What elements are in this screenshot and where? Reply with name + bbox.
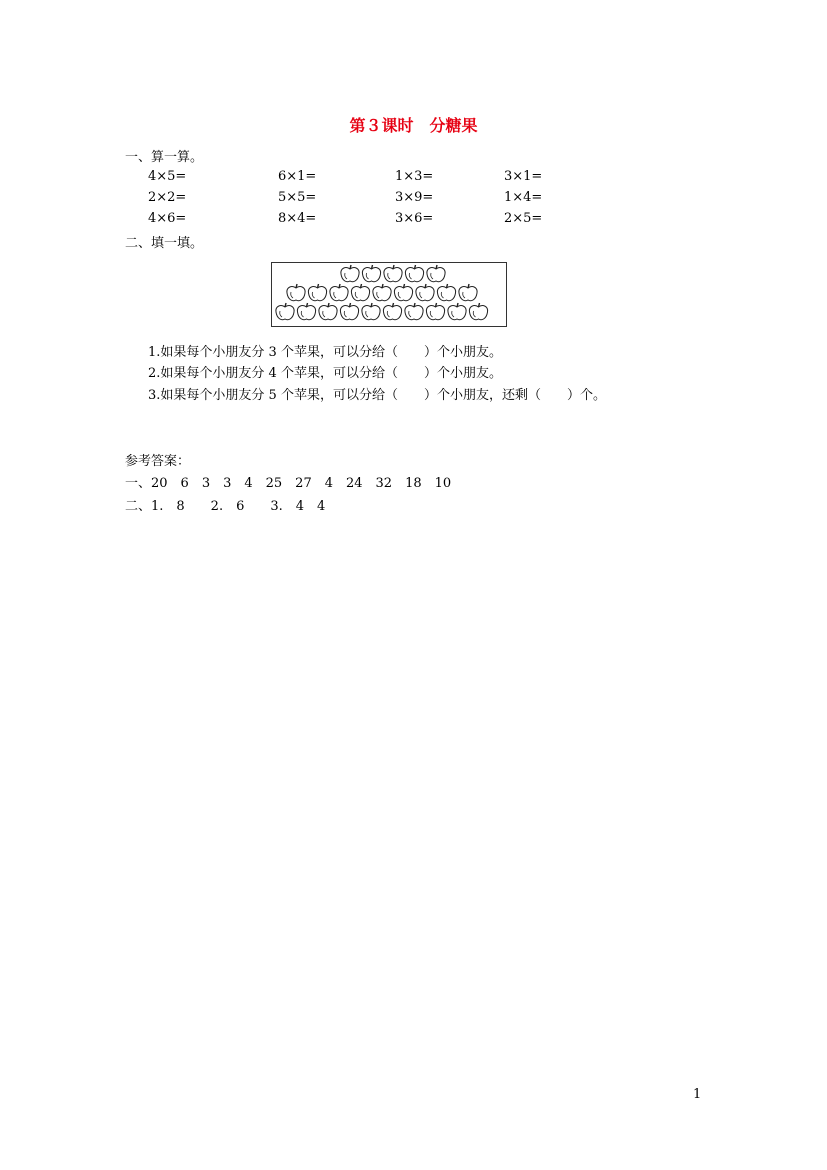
exercise-item: 4×5= — [148, 169, 187, 184]
answers-line-1: 一、20 6 3 3 4 25 27 4 24 32 18 10 — [125, 476, 452, 491]
section2-heading: 二、填一填。 — [125, 236, 204, 251]
page-title: 第３课时 分糖果 — [349, 116, 478, 135]
apple-illustration — [271, 262, 507, 327]
apple-icon — [362, 265, 380, 282]
apple-icon — [373, 284, 391, 301]
apple-icon — [362, 303, 380, 320]
apple-icon — [297, 303, 315, 320]
exercise-item: 3×9= — [395, 190, 434, 205]
answers-line-2: 二、1. 8 2. 6 3. 4 4 — [125, 499, 326, 514]
apple-icon — [384, 265, 402, 282]
answers-heading: 参考答案： — [125, 454, 191, 469]
apple-icon — [308, 284, 326, 301]
question-3: 3.如果每个小朋友分 5 个苹果，可以分给（ ）个小朋友，还剩（ ）个。 — [148, 388, 606, 403]
apple-icon — [330, 284, 348, 301]
exercise-item: 1×4= — [504, 190, 543, 205]
apple-icon — [383, 303, 401, 320]
apple-icon — [341, 265, 359, 282]
apple-icon — [394, 284, 412, 301]
apple-icon — [427, 265, 445, 282]
apple-icon — [276, 303, 294, 320]
apple-icon — [416, 284, 434, 301]
apples-graphic — [272, 263, 508, 328]
apple-icon — [351, 284, 369, 301]
section1-heading: 一、算一算。 — [125, 150, 204, 165]
apple-icon — [340, 303, 358, 320]
exercise-item: 8×4= — [278, 211, 317, 226]
apple-icon — [287, 284, 305, 301]
apple-icon — [437, 284, 455, 301]
apple-icon — [459, 284, 477, 301]
exercise-item: 2×5= — [504, 211, 543, 226]
apple-icon — [469, 303, 487, 320]
apple-icon — [448, 303, 466, 320]
page-number: 1 — [693, 1087, 702, 1102]
exercise-item: 3×1= — [504, 169, 543, 184]
question-1: 1.如果每个小朋友分 3 个苹果，可以分给（ ）个小朋友。 — [148, 345, 502, 360]
apple-icon — [405, 265, 423, 282]
apple-icon — [405, 303, 423, 320]
exercise-item: 2×2= — [148, 190, 187, 205]
exercise-item: 6×1= — [278, 169, 317, 184]
exercise-item: 3×6= — [395, 211, 434, 226]
exercise-item: 1×3= — [395, 169, 434, 184]
exercise-item: 4×6= — [148, 211, 187, 226]
exercise-item: 5×5= — [278, 190, 317, 205]
question-2: 2.如果每个小朋友分 4 个苹果，可以分给（ ）个小朋友。 — [148, 366, 502, 381]
apple-icon — [319, 303, 337, 320]
apple-icon — [426, 303, 444, 320]
